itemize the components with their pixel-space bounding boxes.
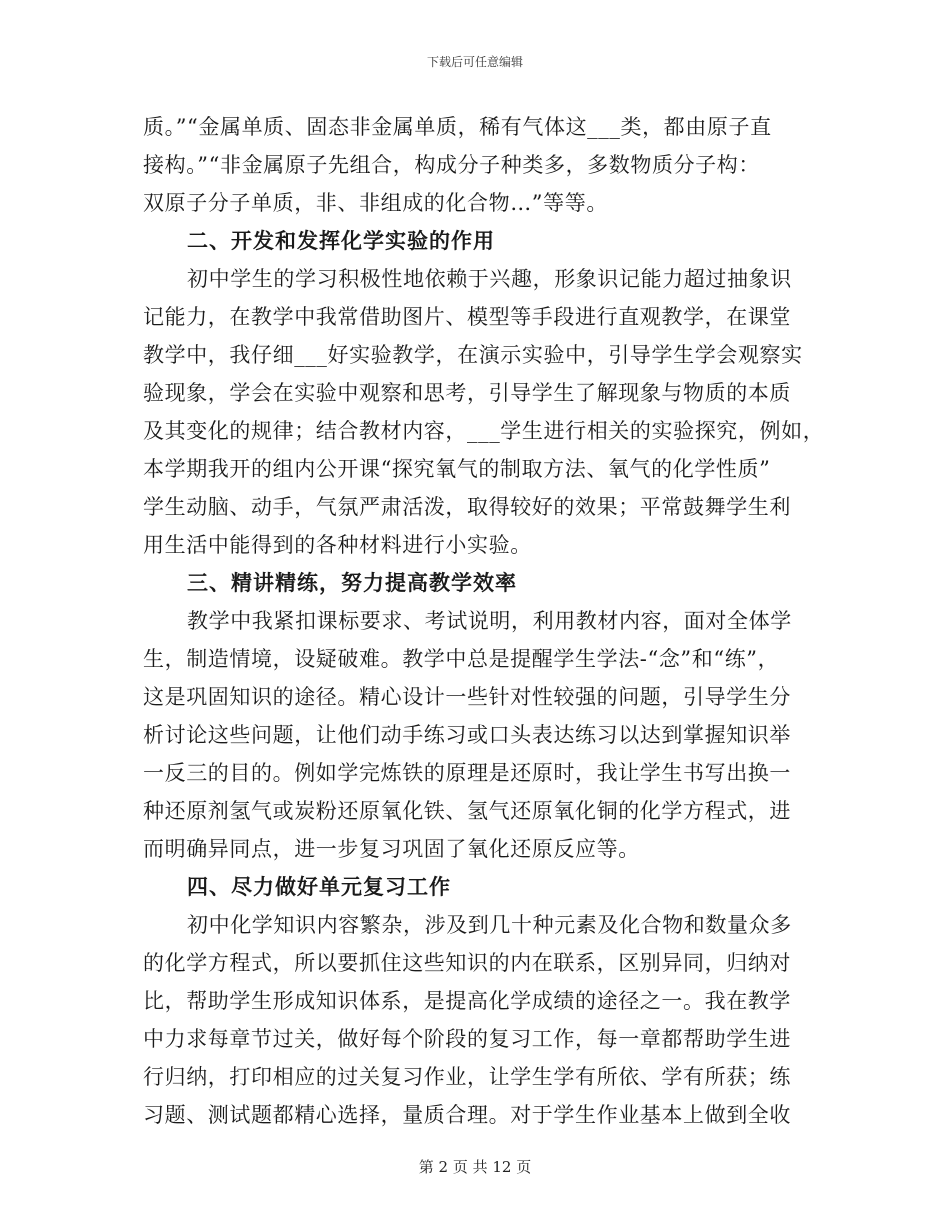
paragraph-line: 记能力，在教学中我常借助图片、模型等手段进行直观教学，在课堂 — [143, 305, 791, 329]
paragraph-line: 教学中，我仔细___好实验教学，在演示实验中，引导学生学会观察实 — [143, 343, 803, 367]
section-heading: 四、尽力做好单元复习工作 — [187, 875, 451, 899]
paragraph-line: 验现象，学会在实验中观察和思考，引导学生了解现象与物质的本质 — [143, 381, 791, 405]
section-heading: 二、开发和发挥化学实验的作用 — [187, 229, 495, 253]
paragraph-line: 一反三的目的。例如学完炼铁的原理是还原时，我让学生书写出换一 — [143, 761, 791, 785]
section-heading: 三、精讲精练，努力提高教学效率 — [187, 571, 517, 595]
document-body — [143, 108, 823, 1134]
page-number-footer: 第 2 页 共 12 页 — [418, 1158, 532, 1176]
page-header-note: 下载后可任意编辑 — [426, 55, 523, 69]
paragraph-line: 而明确异同点，进一步复习巩固了氧化还原反应等。 — [143, 837, 640, 861]
paragraph-line: 本学期我开的组内公开课“探究氧气的制取方法、氧气的化学性质” — [143, 457, 771, 481]
paragraph-line: 的化学方程式，所以要抓住这些知识的内在联系，区别异同，归纳对 — [143, 951, 791, 975]
paragraph-line: 用生活中能得到的各种材料进行小实验。 — [143, 533, 532, 557]
paragraph-line: 这是巩固知识的途径。精心设计一些针对性较强的问题，引导学生分 — [143, 685, 791, 709]
paragraph-line: 学生动脑、动手，气氛严肃活泼，取得较好的效果；平常鼓舞学生利 — [143, 495, 791, 519]
paragraph-line: 质。”“金属单质、固态非金属单质，稀有气体这___类，都由原子直 — [143, 115, 772, 139]
paragraph-line: 比，帮助学生形成知识体系，是提高化学成绩的途径之一。我在教学 — [143, 989, 791, 1013]
paragraph-line: 行归纳，打印相应的过关复习作业，让学生学有所依、学有所获；练 — [143, 1065, 791, 1089]
paragraph-line: 析讨论这些问题，让他们动手练习或口头表达练习以达到掌握知识举 — [143, 723, 791, 747]
paragraph-line: 双原子分子单质，非、非组成的化合物…”等等。 — [143, 191, 608, 215]
paragraph-line: 习题、测试题都精心选择，量质合理。对于学生作业基本上做到全收 — [143, 1103, 791, 1127]
paragraph-line: 初中学生的学习积极性地依赖于兴趣，形象识记能力超过抽象识 — [187, 267, 792, 291]
paragraph-line: 及其变化的规律；结合教材内容，___学生进行相关的实验探究，例如， — [143, 419, 825, 443]
paragraph-line: 初中化学知识内容繁杂，涉及到几十种元素及化合物和数量众多 — [187, 913, 792, 937]
paragraph-line: 中力求每章节过关，做好每个阶段的复习工作，每一章都帮助学生进 — [143, 1027, 791, 1051]
paragraph-line: 种还原剂氢气或炭粉还原氧化铁、氢气还原氧化铜的化学方程式，进 — [143, 799, 791, 823]
paragraph-line: 生，制造情境，设疑破难。教学中总是提醒学生学法-“念”和“练”， — [143, 647, 780, 671]
paragraph-line: 教学中我紧扣课标要求、考试说明，利用教材内容，面对全体学 — [187, 609, 792, 633]
paragraph-line: 接构。”“非金属原子先组合，构成分子种类多，多数物质分子构： — [143, 153, 760, 177]
